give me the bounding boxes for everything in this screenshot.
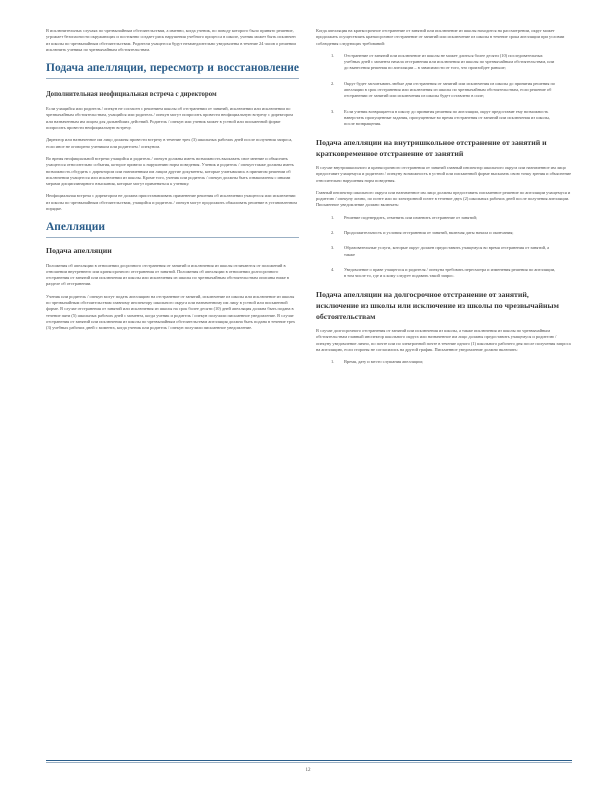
list-item (316, 359, 572, 365)
intro-paragraph: В исключительных случаях по чрезвычайным обстоятельствам, а именно, когда ученик, по поводу которого было принято решение, угрожает безопасности окружающих и постоянно создает риск нарушения учебного процесса в школе, ученик может быть исключен из школы по чрезвычайным обстоятельствам. Родители учащегося будут незамедлительно уведомлены в течение 24 часов о решении исключить ученика по чрезвычайным обстоятельствам. (46, 28, 296, 52)
footer-rule (46, 762, 572, 763)
list-item-text: Отстранение от занятий или исключение из школы не может длиться более десяти (10) последовательных учебных дней с момента начала отстранения или исключения из школы по чрезвычайным обстоятельствам, или до вынесения решения по апелляции – в зависимости от того, что произойдет раньше; (344, 52, 555, 71)
list-item (316, 53, 572, 72)
section-divider (46, 237, 299, 238)
list-item-number: 1. (331, 359, 335, 365)
list-item (316, 230, 572, 236)
list-item-number: 2. (331, 230, 335, 236)
list-item (316, 245, 572, 258)
meeting-paragraph-1: Если учащийся или родитель / опекун не согласен с решением школы об отстранении от занятий, исключении или исключении по чрезвычайным обстоятельствам, учащийся или родитель / опекун могут попросить провести неофициальную встречу с директором или назначенным им лицом для дальнейших действий. Родитель / опекун или ученик может в устной или письменной форме попросить провести неофициальную встречу. (46, 106, 293, 131)
footer-rule (46, 760, 572, 761)
list-item-number: 4. (331, 266, 335, 272)
list-item-number: 3. (331, 245, 335, 251)
internal-paragraph-2: Главный инспектор школьного округа или назначенное им лицо должны предоставить письменное решение по апелляции учащемуся и родителю / опекуну лично, по почте или по электронной почте в течение двух (2) школьных рабочих дней после получения апелляции. Письменное уведомление должно включать: (316, 189, 571, 208)
internal-paragraph-1: В случае внутришкольного и краткосрочного отстранения от занятий главный инспектор школьного округа или назначенное им лицо предоставит учащемуся и родителю / опекуну возможность в устной или письменной форме высказать свою точку зрения и объяснение относительно нарушения норм поведения. (316, 164, 572, 183)
list-item-text: Если ученик возвращается в школу до принятия решения по апелляции, округ предоставит ему возможность наверстать пропущенные задания, пропущенные во время отстранения от занятий или исключения из школы, после возвращения. (344, 108, 550, 127)
list-item-number: 3. (331, 108, 335, 114)
filing-paragraph-2: Ученик или родитель / опекун могут подать апелляцию на отстранение от занятий, исключение из школы или исключение из школы по чрезвычайным обстоятельствам главному инспектору школьного округа или назначенному им лицу в устной или письменной форме. В случае отстранения от занятий или исключения из школы на срок более десяти (10) дней апелляция должна быть подана в течение пяти (5) школьных рабочих дней с момента, когда ученик и родитель / опекун получили письменное уведомление. В случае отстранения от занятий или исключения из школы по чрезвычайным обстоятельствам апелляция должна быть подана в течение трех (3) учебных рабочих дней с момента, когда ученик или родитель / опекун получили письменное уведомление. (46, 293, 296, 331)
list-item-text: Время, дату и место слушания апелляции; (344, 359, 424, 365)
list-item (316, 81, 572, 100)
list-item-number: 1. (331, 214, 335, 220)
section-heading-appeals: Апелляции (46, 221, 106, 234)
meeting-paragraph-2: Директор или назначенное им лицо должны провести встречу в течение трех (3) школьных рабочих дней после получения запроса, если иное не оговорено учеником или родителем / опекуном. (46, 137, 293, 149)
list-item-number: 1. (331, 52, 335, 58)
meeting-paragraph-3: Во время неофициальной встречи учащийся и родитель / опекун должны иметь возможность высказать свое мнение и объяснить учащегося относительно события, которое привело к нарушению норм поведения. Ученик и родитель / опекун также должны иметь возможность обсудить с директором или назначенным им лицом другие документы, которые учитывались в принятом решении об исключении учащегося или исключении из школы. Кроме того, ученик или родитель / опекун должны быть ознакомлены с иными мерами дисциплинарного взыскания, которые могут применяться к ученику. (46, 155, 294, 187)
section-divider (46, 78, 299, 79)
requirements-list (316, 53, 572, 128)
list-item (316, 215, 572, 221)
list-item (316, 267, 572, 280)
subheading-internal-suspension-appeal: Подача апелляции на внутришкольное отстранение от занятий и кратковременное отстранение от занятий (316, 137, 547, 158)
list-item-number: 2. (331, 80, 335, 86)
left-column (46, 28, 299, 338)
section-heading-appeal-review: Подача апелляции, пересмотр и восстановление (46, 62, 299, 75)
list-item-text: Округ будет засчитывать любые дни отстранения от занятий или исключения из школы до принятия решения по апелляции в срок отстранения или исключения из школы по чрезвычайным обстоятельствам, если решение об отстранении от занятий или исключения из школы будет оставлено в силе; (344, 80, 556, 99)
filing-paragraph-1: Положения об апелляции в отношении досрочного отстранения от занятий и исключения из школы отличаются от положений в отношении внутреннего или краткосрочного отстранения от занятий. Положения об апелляции в отношении долгосрочного отстранения от занятий или исключения из школы или исключения из школы по чрезвычайным обстоятельствам описаны ниже в разделе об отстранении. (46, 262, 289, 287)
hearing-notice-list (316, 359, 572, 365)
pending-appeal-paragraph: Когда апелляция на краткосрочное отстранение от занятий или исключение из школы находится на рассмотрении, округ может продолжать осуществлять краткосрочное отстранение от занятий или исключение из школы в течение срока апелляции при условии соблюдения следующих требований: (316, 28, 565, 46)
meeting-paragraph-4: Неофициальная встреча с директором не должна приостанавливать применение решения об исключении учащегося или исключении из школы по чрезвычайным обстоятельствам, учащийся и родитель / опекун могут продолжить обжаловать решение в установленном порядке. (46, 193, 297, 212)
page-number: 12 (305, 768, 311, 773)
notice-contents-list (316, 215, 572, 280)
list-item-text: Продолжительность и условия отстранения от занятий, включая даты начала и окончания; (344, 230, 514, 236)
list-item-text: Образовательные услуги, которые округ должен предоставить учащемуся во время отстранения от занятий, а также (344, 245, 550, 257)
longterm-paragraph: В случае долгосрочного отстранения от занятий или исключения из школы, а также исключения из школы по чрезвычайным обстоятельствам главный инспектор школьного округа или назначенное им лицо должны предоставить учащемуся и родителю / опекуну уведомление лично, по почте или по электронной почте в течение одного (1) школьного рабочего дня после получения запроса на апелляцию, если стороны не согласились на другой график. Письменное уведомление должно включать: (316, 328, 571, 353)
list-item (316, 109, 572, 128)
subheading-informal-meeting: Дополнительная неофициальная встреча с директором (46, 91, 217, 99)
list-item-text: Уведомление о праве учащегося и родителя / опекуна требовать пересмотра и изменения решения по апелляции, в том числе то, где и к кому следует подавать такой запрос. (344, 266, 556, 279)
subheading-longterm-suspension-appeal: Подача апелляции на долгосрочное отстранение от занятий, исключение из школы или исключение из школы по чрезвычайным обстоятельствам (316, 289, 559, 321)
subheading-filing-appeal: Подача апелляции (46, 246, 112, 256)
right-column (316, 28, 572, 375)
list-item-text: Решение подтвердить, отменить или изменить отстранение от занятий; (344, 214, 478, 220)
